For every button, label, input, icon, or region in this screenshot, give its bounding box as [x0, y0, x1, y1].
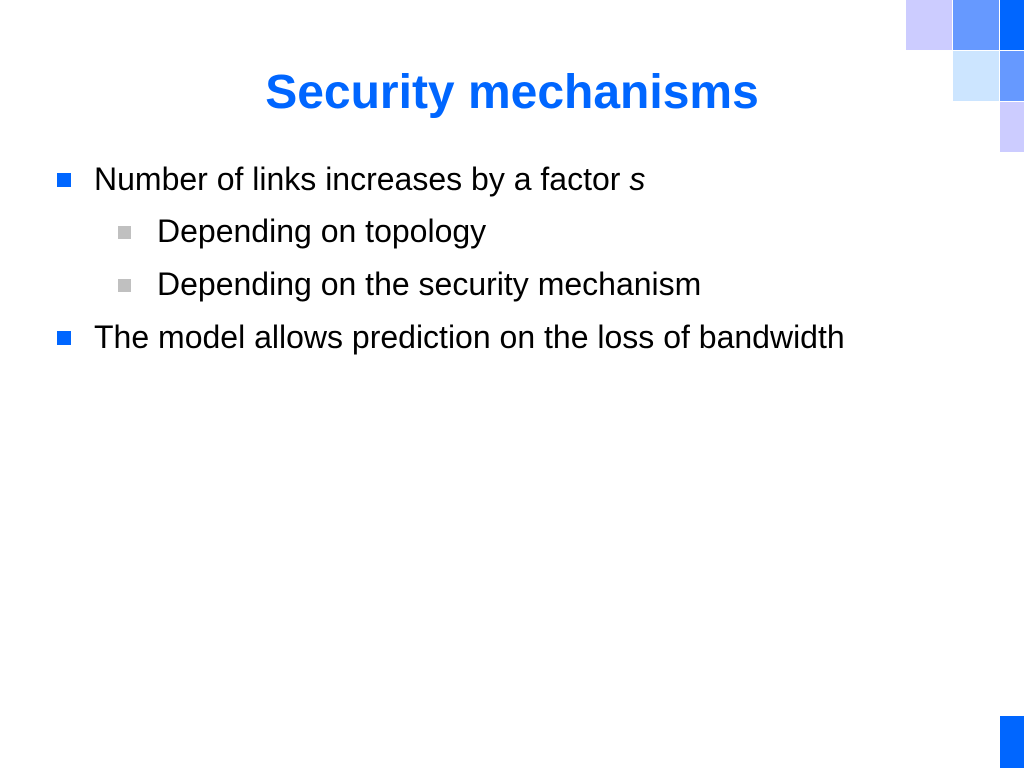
square-bullet-icon [118, 279, 131, 292]
bullet-text-italic-variable: s [629, 161, 646, 197]
sub-bullet-item [0, 265, 1024, 303]
square-bullet-icon [57, 331, 71, 345]
bullet-text: The model allows prediction on the loss of bandwidth [94, 319, 845, 355]
square-bullet-icon [118, 226, 131, 239]
bullet-text-wrapper [94, 160, 645, 198]
bullet-text: Number of links increases by a factor [94, 161, 630, 197]
bullet-item [0, 160, 1024, 198]
sub-bullet-text: Depending on topology [157, 213, 487, 249]
bullet-item [0, 318, 1024, 356]
slide-title: Security mechanisms [265, 66, 759, 119]
sub-bullet-text: Depending on the security mechanism [157, 266, 702, 302]
square-bullet-icon [57, 173, 71, 187]
sub-bullet-item [0, 212, 1024, 250]
